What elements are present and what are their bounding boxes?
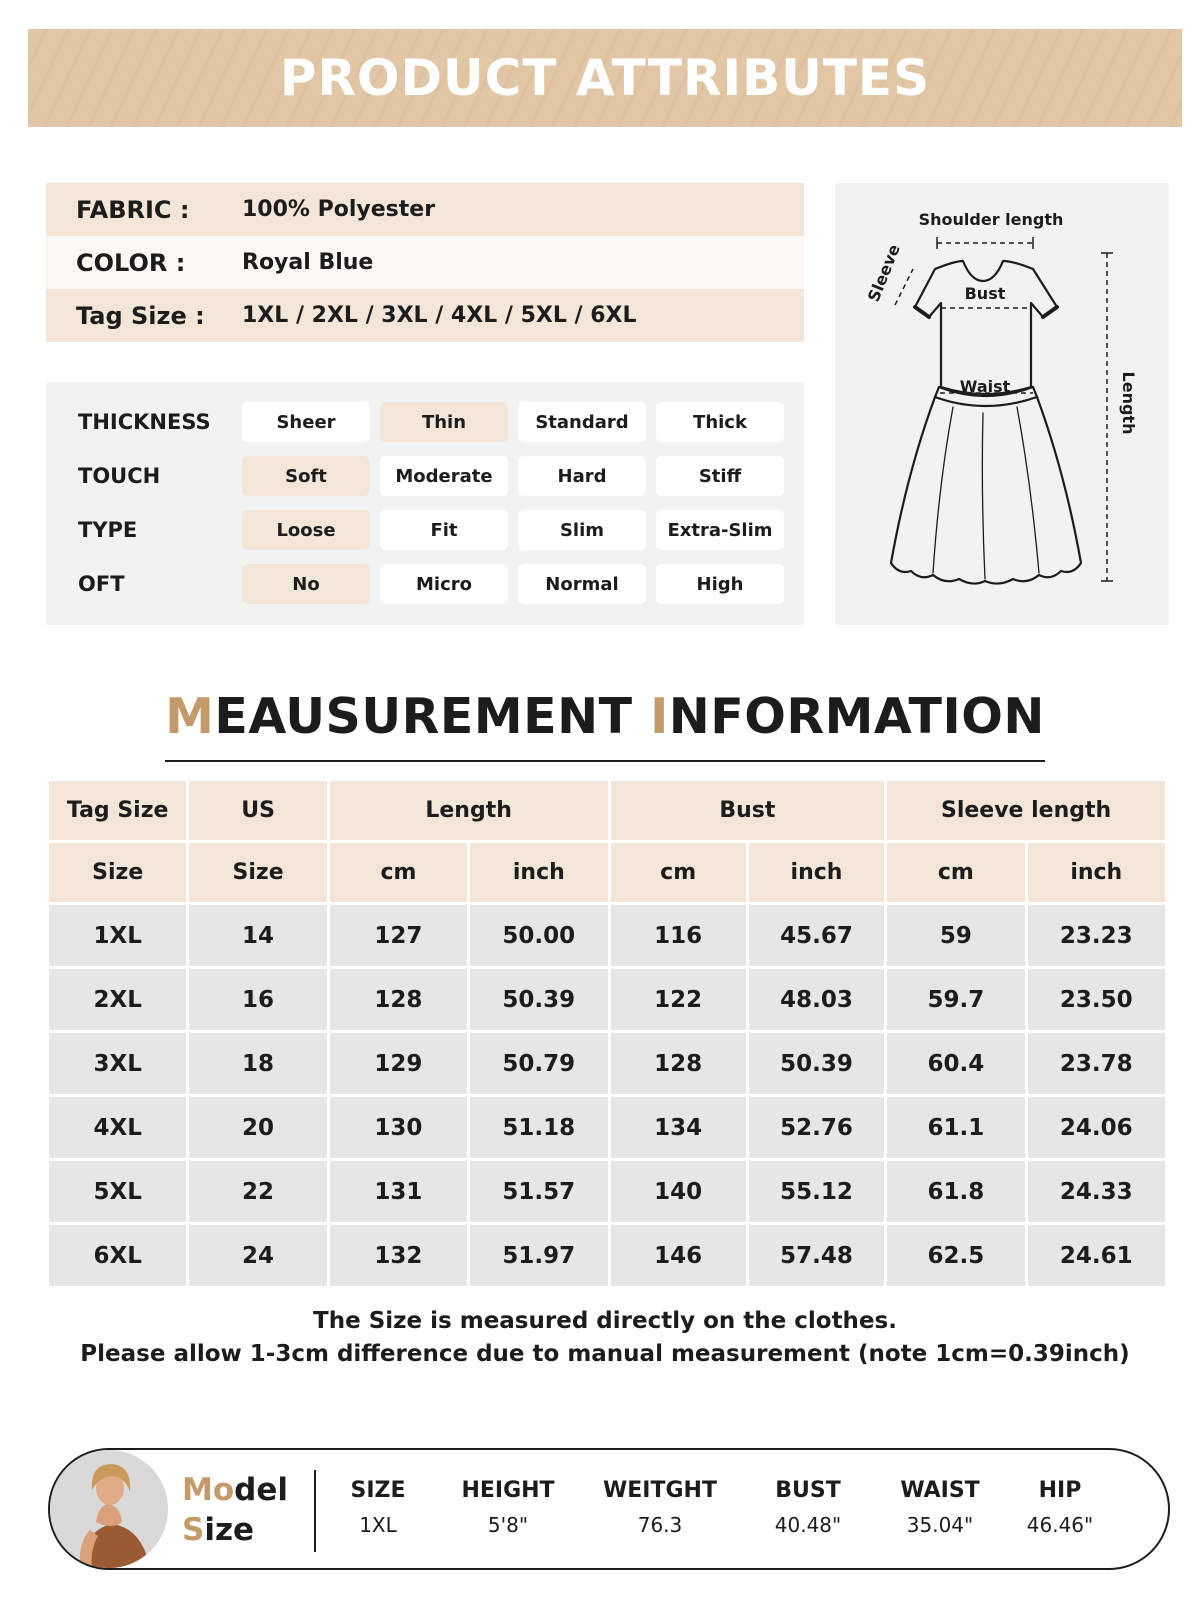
spec-value: 5'8" xyxy=(487,1513,529,1537)
feature-grid xyxy=(46,382,804,625)
title-accent-letter: M xyxy=(165,688,215,745)
feature-row-thickness xyxy=(46,402,804,442)
attribute-row-color xyxy=(46,236,804,289)
dress-illustration xyxy=(835,183,1169,625)
title-text: ize xyxy=(204,1512,255,1548)
feature-label: TOUCH xyxy=(78,464,161,488)
table-header-row xyxy=(49,781,1165,840)
column-subheader: inch xyxy=(749,843,884,902)
table-cell: 128 xyxy=(330,969,467,1030)
table-cell: 146 xyxy=(611,1225,746,1286)
attribute-value: 1XL / 2XL / 3XL / 4XL / 5XL / 6XL xyxy=(242,303,637,328)
banner-title: PRODUCT ATTRIBUTES xyxy=(279,49,931,107)
feature-label: TYPE xyxy=(78,518,138,542)
table-cell: 50.79 xyxy=(470,1033,607,1094)
attribute-row-fabric xyxy=(46,183,804,236)
column-subheader: Size xyxy=(189,843,326,902)
table-row xyxy=(49,1033,1165,1094)
attribute-label: COLOR : xyxy=(76,248,186,277)
model-spec-hip xyxy=(990,1478,1130,1537)
title-accent: Mo xyxy=(182,1472,235,1508)
table-cell: 23.23 xyxy=(1028,905,1165,966)
model-photo-icon xyxy=(50,1450,168,1568)
table-cell: 50.39 xyxy=(749,1033,884,1094)
table-cell: 2XL xyxy=(49,969,186,1030)
table-row xyxy=(49,905,1165,966)
table-row xyxy=(49,1097,1165,1158)
table-cell: 140 xyxy=(611,1161,746,1222)
table-cell: 22 xyxy=(189,1161,326,1222)
feature-option: Hard xyxy=(518,456,646,496)
feature-option: Sheer xyxy=(242,402,370,442)
title-text: NFORMATION xyxy=(668,688,1045,745)
model-spec-height xyxy=(438,1478,578,1537)
model-avatar xyxy=(50,1450,168,1568)
feature-option: Loose xyxy=(242,510,370,550)
feature-option: Stiff xyxy=(656,456,784,496)
spec-value: 35.04" xyxy=(906,1513,974,1537)
table-cell: 134 xyxy=(611,1097,746,1158)
table-cell: 128 xyxy=(611,1033,746,1094)
table-cell: 59.7 xyxy=(887,969,1024,1030)
table-subheader-row xyxy=(49,843,1165,902)
table-cell: 57.48 xyxy=(749,1225,884,1286)
table-cell: 45.67 xyxy=(749,905,884,966)
table-cell: 129 xyxy=(330,1033,467,1094)
feature-option: Normal xyxy=(518,564,646,604)
title-underline xyxy=(165,760,1045,762)
title-accent: S xyxy=(182,1512,205,1548)
note-line: The Size is measured directly on the clothes. xyxy=(313,1308,897,1334)
table-cell: 127 xyxy=(330,905,467,966)
table-cell: 24.06 xyxy=(1028,1097,1165,1158)
table-cell: 51.97 xyxy=(470,1225,607,1286)
feature-option: Standard xyxy=(518,402,646,442)
spec-label: WAIST xyxy=(900,1478,980,1503)
attribute-label: Tag Size : xyxy=(76,301,205,330)
spec-label: HIP xyxy=(1038,1478,1082,1503)
attribute-list xyxy=(46,183,804,342)
model-size-title xyxy=(182,1470,288,1550)
table-cell: 62.5 xyxy=(887,1225,1024,1286)
feature-option: Fit xyxy=(380,510,508,550)
table-cell: 20 xyxy=(189,1097,326,1158)
table-cell: 6XL xyxy=(49,1225,186,1286)
feature-option: Slim xyxy=(518,510,646,550)
table-cell: 24.61 xyxy=(1028,1225,1165,1286)
spec-label: WEITGHT xyxy=(603,1478,717,1503)
table-cell: 55.12 xyxy=(749,1161,884,1222)
table-row xyxy=(49,1225,1165,1286)
measurement-title xyxy=(165,688,1045,745)
feature-row-oft xyxy=(46,564,804,604)
table-cell: 50.00 xyxy=(470,905,607,966)
column-subheader: Size xyxy=(49,843,186,902)
table-cell: 52.76 xyxy=(749,1097,884,1158)
feature-label: THICKNESS xyxy=(78,410,211,434)
table-cell: 51.18 xyxy=(470,1097,607,1158)
diagram-label-length: Length xyxy=(1119,371,1138,435)
table-cell: 18 xyxy=(189,1033,326,1094)
spec-value: 1XL xyxy=(359,1513,397,1537)
column-header: Length xyxy=(330,781,608,840)
table-cell: 48.03 xyxy=(749,969,884,1030)
table-cell: 116 xyxy=(611,905,746,966)
table-cell: 131 xyxy=(330,1161,467,1222)
title-text: EAUSUREMENT xyxy=(214,688,633,745)
table-cell: 14 xyxy=(189,905,326,966)
table-cell: 132 xyxy=(330,1225,467,1286)
banner xyxy=(28,29,1182,127)
column-header: Tag Size xyxy=(49,781,186,840)
column-subheader: cm xyxy=(611,843,746,902)
table-cell: 130 xyxy=(330,1097,467,1158)
diagram-label-sleeve: Sleeve xyxy=(863,241,904,305)
table-cell: 23.78 xyxy=(1028,1033,1165,1094)
attribute-value: Royal Blue xyxy=(242,250,374,275)
title-accent-letter: I xyxy=(650,688,669,745)
model-spec-bust xyxy=(738,1478,878,1537)
feature-label: OFT xyxy=(78,572,125,596)
feature-option: Moderate xyxy=(380,456,508,496)
note-line: Please allow 1-3cm difference due to manual measurement (note 1cm=0.39inch) xyxy=(80,1341,1130,1367)
spec-value: 76.3 xyxy=(637,1513,683,1537)
table-cell: 4XL xyxy=(49,1097,186,1158)
feature-row-touch xyxy=(46,456,804,496)
table-cell: 23.50 xyxy=(1028,969,1165,1030)
table-cell: 61.8 xyxy=(887,1161,1024,1222)
spec-label: BUST xyxy=(775,1478,841,1503)
table-row xyxy=(49,1161,1165,1222)
feature-row-type xyxy=(46,510,804,550)
model-spec-size xyxy=(308,1478,448,1537)
table-cell: 24.33 xyxy=(1028,1161,1165,1222)
table-cell: 50.39 xyxy=(470,969,607,1030)
measurement-notes xyxy=(40,1305,1170,1371)
column-subheader: cm xyxy=(330,843,467,902)
table-row xyxy=(49,969,1165,1030)
column-header: Bust xyxy=(611,781,885,840)
title-text: del xyxy=(234,1472,288,1508)
table-cell: 3XL xyxy=(49,1033,186,1094)
table-cell: 5XL xyxy=(49,1161,186,1222)
column-subheader: inch xyxy=(470,843,607,902)
feature-option: Micro xyxy=(380,564,508,604)
column-header: Sleeve length xyxy=(887,781,1165,840)
spec-value: 46.46" xyxy=(1026,1513,1094,1537)
dress-diagram xyxy=(835,183,1169,625)
table-cell: 1XL xyxy=(49,905,186,966)
column-header: US xyxy=(189,781,326,840)
feature-option: High xyxy=(656,564,784,604)
spec-value: 40.48" xyxy=(774,1513,842,1537)
diagram-label-shoulder: Shoulder length xyxy=(918,210,1064,229)
attribute-label: FABRIC : xyxy=(76,195,190,224)
table-cell: 61.1 xyxy=(887,1097,1024,1158)
spec-label: SIZE xyxy=(350,1478,406,1503)
diagram-label-waist: Waist xyxy=(959,377,1011,396)
feature-option: Thin xyxy=(380,402,508,442)
diagram-label-bust: Bust xyxy=(964,284,1006,303)
feature-option: Soft xyxy=(242,456,370,496)
table-cell: 16 xyxy=(189,969,326,1030)
model-size-panel xyxy=(48,1448,1170,1570)
model-spec-weight xyxy=(590,1478,730,1537)
spec-label: HEIGHT xyxy=(461,1478,555,1503)
table-cell: 24 xyxy=(189,1225,326,1286)
feature-option: Extra-Slim xyxy=(656,510,784,550)
size-chart-table xyxy=(46,778,1168,1289)
column-subheader: cm xyxy=(887,843,1024,902)
column-subheader: inch xyxy=(1028,843,1165,902)
model-spec-waist xyxy=(870,1478,1010,1537)
table-cell: 59 xyxy=(887,905,1024,966)
table-cell: 51.57 xyxy=(470,1161,607,1222)
feature-option: Thick xyxy=(656,402,784,442)
attribute-value: 100% Polyester xyxy=(242,197,436,222)
feature-option: No xyxy=(242,564,370,604)
attribute-row-tag-size xyxy=(46,289,804,342)
table-cell: 60.4 xyxy=(887,1033,1024,1094)
table-cell: 122 xyxy=(611,969,746,1030)
